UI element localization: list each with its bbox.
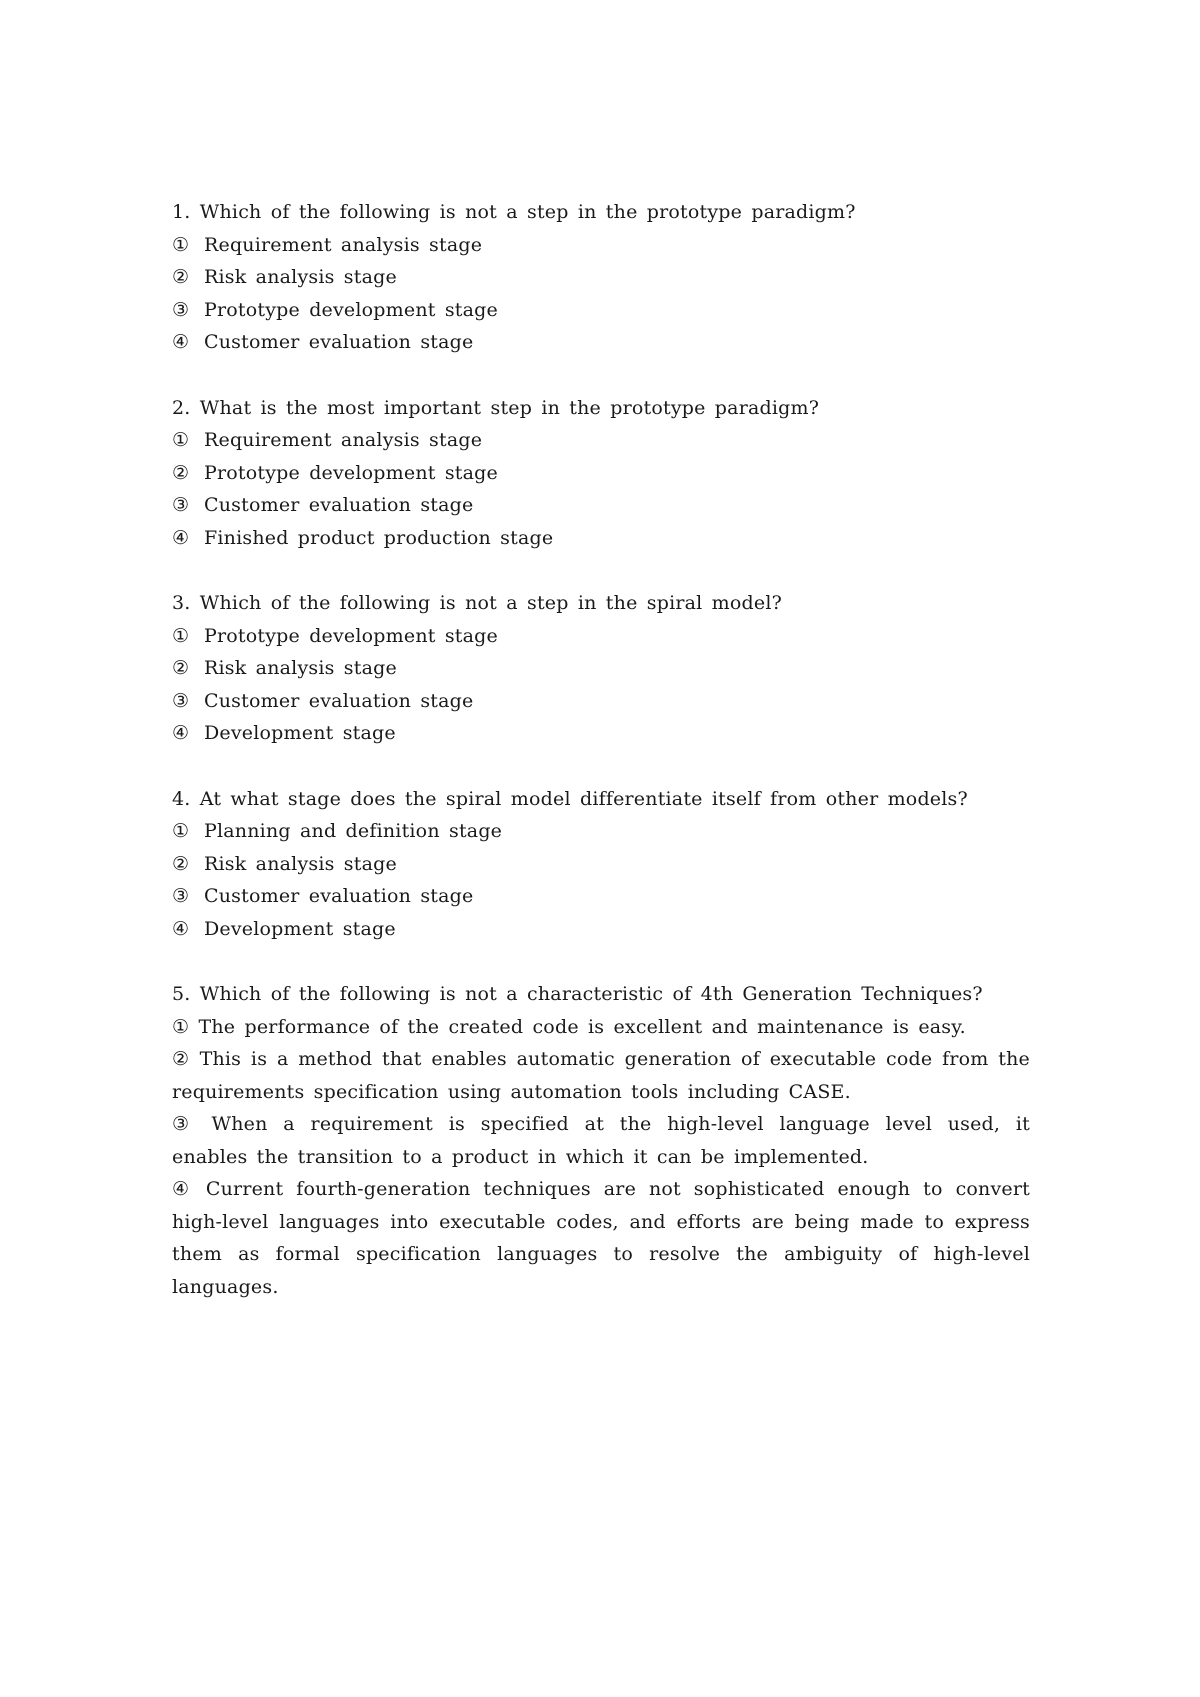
question-1 bbox=[172, 196, 1030, 359]
answer-option bbox=[172, 815, 1030, 848]
option-text: Customer evaluation stage bbox=[204, 885, 474, 907]
option-marker: ④ bbox=[172, 331, 190, 353]
question-text: 5. Which of the following is not a characteristic of 4th Generation Techniques? bbox=[172, 983, 983, 1005]
option-marker: ② bbox=[172, 266, 190, 288]
question-4 bbox=[172, 783, 1030, 946]
option-marker: ④ bbox=[172, 526, 190, 549]
answer-option bbox=[172, 685, 1030, 718]
option-text: Customer evaluation stage bbox=[204, 494, 474, 516]
option-marker: ② bbox=[172, 657, 190, 679]
answer-option bbox=[172, 1173, 1030, 1303]
answer-option bbox=[172, 1043, 1030, 1108]
option-marker: ① bbox=[172, 624, 190, 647]
answer-option bbox=[172, 652, 1030, 685]
option-marker: ① bbox=[172, 429, 190, 451]
answer-option bbox=[172, 261, 1030, 294]
option-marker: ④ bbox=[172, 1178, 193, 1200]
answer-option bbox=[172, 620, 1030, 653]
option-text: Current fourth-generation techniques are not sophisticated enough to convert high-level languages into executable codes, and efforts are being made to express them as formal specification languages to resolve the ambiguity of high-level languages. bbox=[172, 1178, 1030, 1298]
question-text: 1. Which of the following is not a step in the prototype paradigm? bbox=[172, 201, 856, 223]
option-text: Customer evaluation stage bbox=[204, 331, 474, 353]
option-marker: ① bbox=[172, 233, 190, 256]
option-marker: ④ bbox=[172, 722, 190, 744]
answer-option bbox=[172, 522, 1030, 555]
option-text: Finished product production stage bbox=[204, 526, 554, 549]
option-marker: ③ bbox=[172, 494, 190, 516]
option-text: When a requirement is specified at the high-level language level used, it enables the transition to a product in which it can be implemented. bbox=[172, 1113, 1030, 1168]
question-text: 4. At what stage does the spiral model differentiate itself from other models? bbox=[172, 787, 968, 810]
answer-option bbox=[172, 294, 1030, 327]
answer-option bbox=[172, 424, 1030, 457]
option-text: Prototype development stage bbox=[204, 298, 498, 321]
option-text: Requirement analysis stage bbox=[204, 429, 483, 451]
answer-option bbox=[172, 326, 1030, 359]
option-marker: ④ bbox=[172, 917, 190, 940]
question-text: 3. Which of the following is not a step in the spiral model? bbox=[172, 592, 783, 614]
question-text: 2. What is the most important step in the prototype paradigm? bbox=[172, 396, 820, 419]
answer-option bbox=[172, 457, 1030, 490]
option-text: Development stage bbox=[204, 722, 396, 744]
option-marker: ① bbox=[172, 1015, 190, 1038]
option-text: Risk analysis stage bbox=[204, 657, 397, 679]
option-marker: ② bbox=[172, 461, 190, 484]
option-marker: ② bbox=[172, 852, 190, 875]
question-3 bbox=[172, 587, 1030, 750]
answer-option bbox=[172, 913, 1030, 946]
option-text: Risk analysis stage bbox=[204, 266, 397, 288]
option-text: Customer evaluation stage bbox=[204, 689, 474, 712]
answer-option bbox=[172, 1108, 1030, 1173]
option-text: Development stage bbox=[204, 917, 396, 940]
answer-option bbox=[172, 848, 1030, 881]
option-text: This is a method that enables automatic generation of executable code from the requirements specification using automation tools including CASE. bbox=[172, 1048, 1030, 1103]
option-text: Requirement analysis stage bbox=[204, 233, 483, 256]
option-text: Prototype development stage bbox=[204, 624, 498, 647]
option-marker: ③ bbox=[172, 689, 190, 712]
answer-option bbox=[172, 1011, 1030, 1044]
option-text: Prototype development stage bbox=[204, 461, 498, 484]
question-5 bbox=[172, 978, 1030, 1303]
answer-option bbox=[172, 229, 1030, 262]
option-text: Risk analysis stage bbox=[204, 852, 397, 875]
option-text: Planning and definition stage bbox=[204, 820, 503, 842]
answer-option bbox=[172, 880, 1030, 913]
question-2 bbox=[172, 392, 1030, 555]
option-marker: ③ bbox=[172, 1113, 196, 1135]
answer-option bbox=[172, 489, 1030, 522]
option-marker: ③ bbox=[172, 885, 190, 907]
option-marker: ③ bbox=[172, 298, 190, 321]
option-marker: ① bbox=[172, 820, 190, 842]
answer-option bbox=[172, 717, 1030, 750]
document-page bbox=[172, 196, 1030, 1336]
option-text: The performance of the created code is excellent and maintenance is easy. bbox=[198, 1015, 966, 1038]
option-marker: ② bbox=[172, 1048, 190, 1070]
